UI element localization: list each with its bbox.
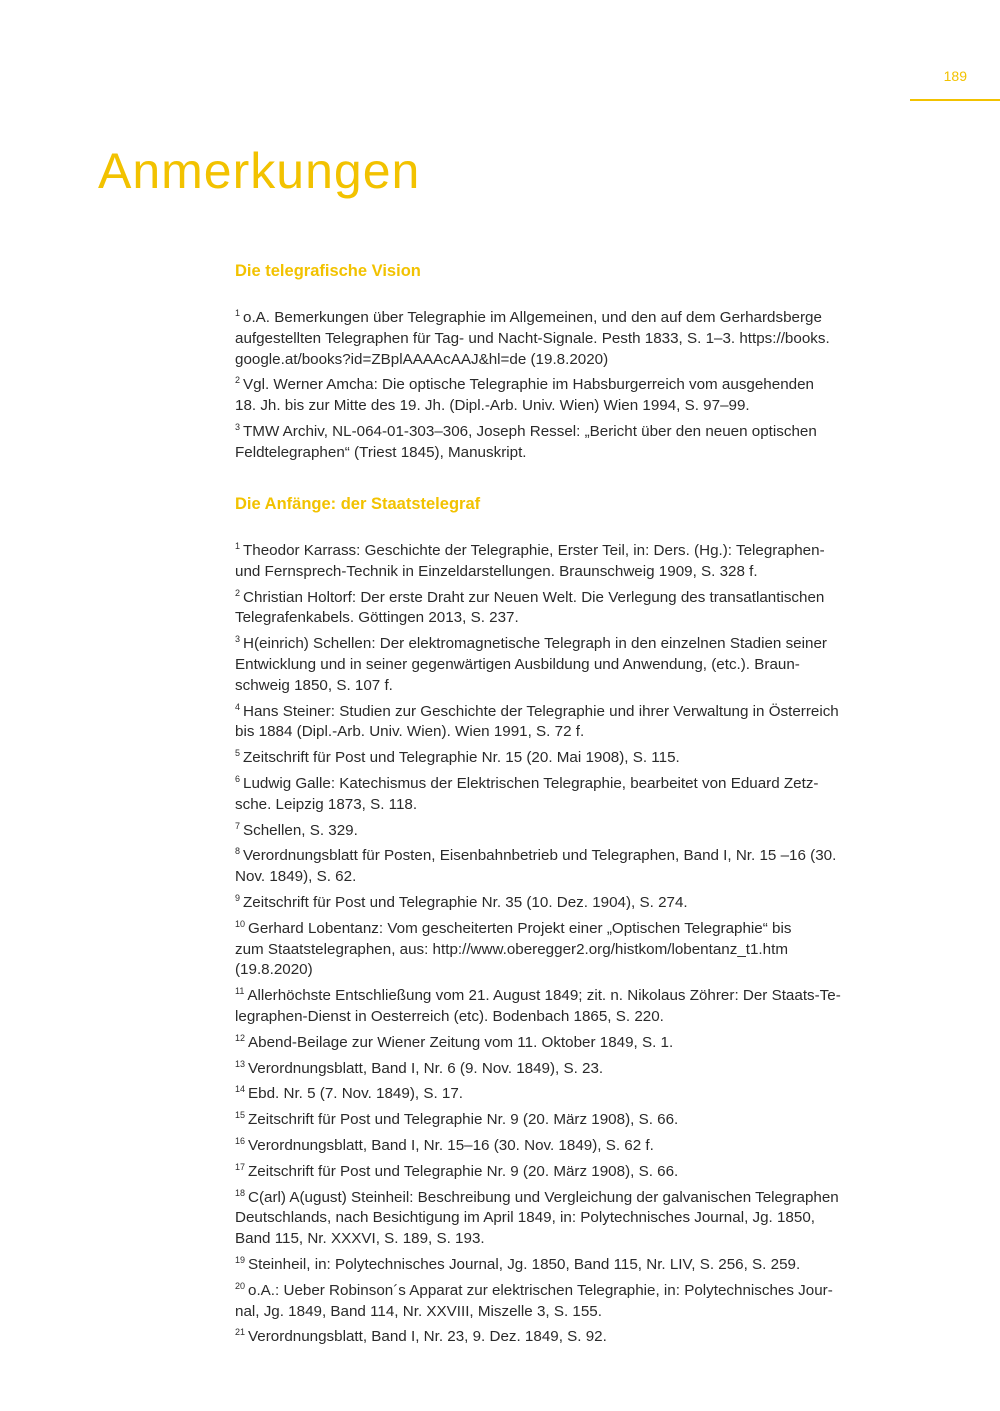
footnote-text: google.at/books?id=ZBplAAAAcAAJ&hl=de (19.8.2020) (235, 350, 609, 368)
footnote-number: 10 (235, 918, 246, 929)
footnote (235, 1276, 915, 1323)
footnote-text: Band 115, Nr. XXXVI, S. 189, S. 193. (235, 1230, 485, 1248)
footnote-text: Gerhard Lobentanz: Vom gescheiterten Projekt einer „Optischen Telegraphie“ bis (248, 919, 792, 937)
footnote-number: 20 (235, 1280, 246, 1291)
footnote-text: H(einrich) Schellen: Der elektromagnetische Telegraph in den einzelnen Stadien seiner (243, 635, 827, 653)
footnote (235, 743, 915, 769)
footnote-text: (19.8.2020) (235, 961, 313, 979)
footnote-text: Theodor Karrass: Geschichte der Telegraphie, Erster Teil, in: Ders. (Hg.): Telegraphen- (243, 542, 825, 559)
footnote-line (235, 562, 915, 583)
footnote-text: Verordnungsblatt, Band I, Nr. 15–16 (30. Nov. 1849), S. 62 f. (248, 1136, 654, 1154)
footnote (235, 1054, 915, 1080)
footnote-text: schweig 1850, S. 107 f. (235, 676, 393, 694)
footnote-text: Verordnungsblatt für Posten, Eisenbahnbetrieb und Telegraphen, Band I, Nr. 15 –16 (30. (243, 847, 837, 865)
footnote-line (235, 350, 915, 371)
footnote-text: Schellen, S. 329. (243, 821, 358, 839)
footnote-text: Ebd. Nr. 5 (7. Nov. 1849), S. 17. (248, 1085, 463, 1103)
footnote-number: 5 (235, 748, 241, 759)
footnote-text: Zeitschrift für Post und Telegraphie Nr. 9 (20. März 1908), S. 66. (248, 1162, 679, 1180)
footnote-line (235, 769, 915, 795)
footnote (235, 1183, 915, 1250)
footnote (235, 697, 915, 744)
footnote-line (235, 417, 915, 443)
footnote-line (235, 981, 915, 1007)
footnote (235, 769, 915, 816)
footnote (235, 629, 915, 696)
footnote-line (235, 676, 915, 697)
footnote-text: Vgl. Werner Amcha: Die optische Telegraphie im Habsburgerreich vom ausgehenden (243, 376, 814, 394)
footnote-number: 11 (235, 986, 245, 997)
footnote-text: Zeitschrift für Post und Telegraphie Nr. 9 (20. März 1908), S. 66. (248, 1111, 679, 1129)
footnote-text: Steinheil, in: Polytechnisches Journal, Jg. 1850, Band 115, Nr. LIV, S. 256, S. 259. (248, 1255, 801, 1273)
section-heading: Die telegrafische Vision (235, 262, 421, 280)
footnote-text: TMW Archiv, NL-064-01-303–306, Joseph Ressel: „Bericht über den neuen optischen (243, 422, 817, 440)
footnote (235, 1250, 915, 1276)
footnote-line (235, 608, 915, 629)
footnote (235, 1105, 915, 1131)
footnote-list (235, 303, 915, 464)
footnote-number: 12 (235, 1032, 246, 1043)
footnote-line (235, 1229, 915, 1250)
footnote-text: o.A.: Ueber Robinson´s Apparat zur elektrischen Telegraphie, in: Polytechnisches Jour- (248, 1281, 833, 1299)
footnote-text: Nov. 1849), S. 62. (235, 868, 357, 886)
footnote-line (235, 1007, 915, 1028)
footnote-line (235, 396, 915, 417)
footnote-line (235, 443, 915, 464)
footnote-line (235, 697, 915, 723)
footnote-line (235, 722, 915, 743)
footnote (235, 536, 915, 583)
footnote-text: Deutschlands, nach Besichtigung im April 1849, in: Polytechnisches Journal, Jg. 1850, (235, 1209, 815, 1227)
footnote-line (235, 795, 915, 816)
footnote-line (235, 841, 915, 867)
footnote-line (235, 655, 915, 676)
footnote-text: bis 1884 (Dipl.-Arb. Univ. Wien). Wien 1991, S. 72 f. (235, 723, 585, 741)
footnote-number: 3 (235, 421, 241, 432)
footnote-text: Telegrafenkabels. Göttingen 2013, S. 237. (235, 609, 519, 627)
footnote-text: C(arl) A(ugust) Steinheil: Beschreibung und Vergleichung der galvanischen Telegraphen (248, 1188, 839, 1206)
footnote-number: 6 (235, 773, 241, 784)
footnote-line (235, 629, 915, 655)
footnote-number: 21 (235, 1327, 246, 1338)
footnote-line (235, 1157, 915, 1183)
footnote-number: 2 (235, 587, 241, 598)
footnote-number: 16 (235, 1135, 246, 1146)
footnote-number: 1 (235, 308, 241, 318)
footnote (235, 888, 915, 914)
footnote-line (235, 1028, 915, 1054)
footnote-text: Abend-Beilage zur Wiener Zeitung vom 11. Oktober 1849, S. 1. (248, 1033, 674, 1051)
footnote-number: 2 (235, 375, 241, 386)
footnote-line (235, 583, 915, 609)
footnote (235, 1131, 915, 1157)
footnote (235, 303, 915, 370)
footnote-text: Zeitschrift für Post und Telegraphie Nr. 15 (20. Mai 1908), S. 115. (243, 749, 680, 767)
footnote-line (235, 888, 915, 914)
page-number: 189 (943, 68, 967, 84)
footnote-number: 3 (235, 634, 241, 645)
footnote-line (235, 743, 915, 769)
footnote-text: Ludwig Galle: Katechismus der Elektrischen Telegraphie, bearbeitet von Eduard Zetz- (243, 774, 819, 792)
footnote-number: 7 (235, 820, 241, 831)
footnote-line (235, 1250, 915, 1276)
footnote-line (235, 1322, 915, 1348)
footnote-number: 13 (235, 1058, 246, 1069)
footnote (235, 981, 915, 1028)
footnote-text: zum Staatstelegraphen, aus: http://www.oberegger2.org/histkom/lobentanz_t1.htm (235, 940, 788, 958)
footnote-number: 17 (235, 1161, 246, 1172)
footnote-line (235, 1131, 915, 1157)
footnote-text: Hans Steiner: Studien zur Geschichte der Telegraphie und ihrer Verwaltung in Österreich (243, 702, 839, 720)
footnote-number: 4 (235, 701, 241, 712)
footnote-line (235, 303, 915, 329)
footnote-line (235, 1054, 915, 1080)
footnote-text: Zeitschrift für Post und Telegraphie Nr. 35 (10. Dez. 1904), S. 274. (243, 893, 688, 911)
footnote-line (235, 940, 915, 961)
footnote (235, 370, 915, 417)
footnote-number: 15 (235, 1110, 246, 1121)
footnote-text: legraphen-Dienst in Oesterreich (etc). Bodenbach 1865, S. 220. (235, 1007, 664, 1025)
footnote-line (235, 536, 915, 562)
footnote-text: Verordnungsblatt, Band I, Nr. 23, 9. Dez. 1849, S. 92. (248, 1328, 607, 1346)
footnote-number: 18 (235, 1187, 246, 1198)
section-staatstelegraf (235, 495, 915, 1348)
footnote-line (235, 1105, 915, 1131)
footnote-text: o.A. Bemerkungen über Telegraphie im Allgemeinen, und den auf dem Gerhardsberge (243, 309, 822, 326)
footnote-text: nal, Jg. 1849, Band 114, Nr. XXVIII, Miszelle 3, S. 155. (235, 1302, 602, 1320)
footnote-text: Allerhöchste Entschließung vom 21. August 1849; zit. n. Nikolaus Zöhrer: Der Staats-Te- (247, 987, 841, 1005)
footnote (235, 417, 915, 464)
footnote (235, 816, 915, 842)
footnote-number: 19 (235, 1254, 246, 1265)
page-title: Anmerkungen (98, 143, 421, 199)
footnote-text: Entwicklung und in seiner gegenwärtigen Ausbildung und Anwendung, (etc.). Braun- (235, 655, 800, 673)
footnote-text: aufgestellten Telegraphen für Tag- und Nacht-Signale. Pesth 1833, S. 1–3. https://books. (235, 329, 830, 347)
footnote (235, 841, 915, 888)
footnote-line (235, 1183, 915, 1209)
footnote (235, 914, 915, 981)
footnote (235, 583, 915, 630)
footnote-line (235, 370, 915, 396)
footnote-line (235, 867, 915, 888)
footnote (235, 1157, 915, 1183)
section-telegrafische-vision (235, 262, 915, 464)
footnote-text: Feldtelegraphen“ (Triest 1845), Manuskript. (235, 443, 527, 461)
footnote-number: 9 (235, 892, 241, 903)
footnote-line (235, 914, 915, 940)
footnote-number: 1 (235, 541, 241, 551)
footnote-line (235, 1276, 915, 1302)
footnote-text: 18. Jh. bis zur Mitte des 19. Jh. (Dipl.-Arb. Univ. Wien) Wien 1994, S. 97–99. (235, 397, 750, 415)
footnote-text: Christian Holtorf: Der erste Draht zur Neuen Welt. Die Verlegung des transatlantischen (243, 588, 825, 606)
footnote (235, 1322, 915, 1348)
footnote-text: und Fernsprech-Technik in Einzeldarstellungen. Braunschweig 1909, S. 328 f. (235, 562, 758, 580)
footnote-text: sche. Leipzig 1873, S. 118. (235, 795, 418, 813)
footnote (235, 1028, 915, 1054)
footnote-line (235, 1302, 915, 1323)
footnote-line (235, 816, 915, 842)
footnote-number: 14 (235, 1084, 246, 1095)
footnote-line (235, 1079, 915, 1105)
footnote-list (235, 536, 915, 1348)
footnote-line (235, 329, 915, 350)
footnote-line (235, 960, 915, 981)
page-number-rule (910, 99, 1000, 101)
footnote (235, 1079, 915, 1105)
footnote-number: 8 (235, 846, 241, 857)
section-heading: Die Anfänge: der Staatstelegraf (235, 495, 481, 513)
footnote-line (235, 1208, 915, 1229)
footnote-text: Verordnungsblatt, Band I, Nr. 6 (9. Nov. 1849), S. 23. (248, 1059, 604, 1077)
